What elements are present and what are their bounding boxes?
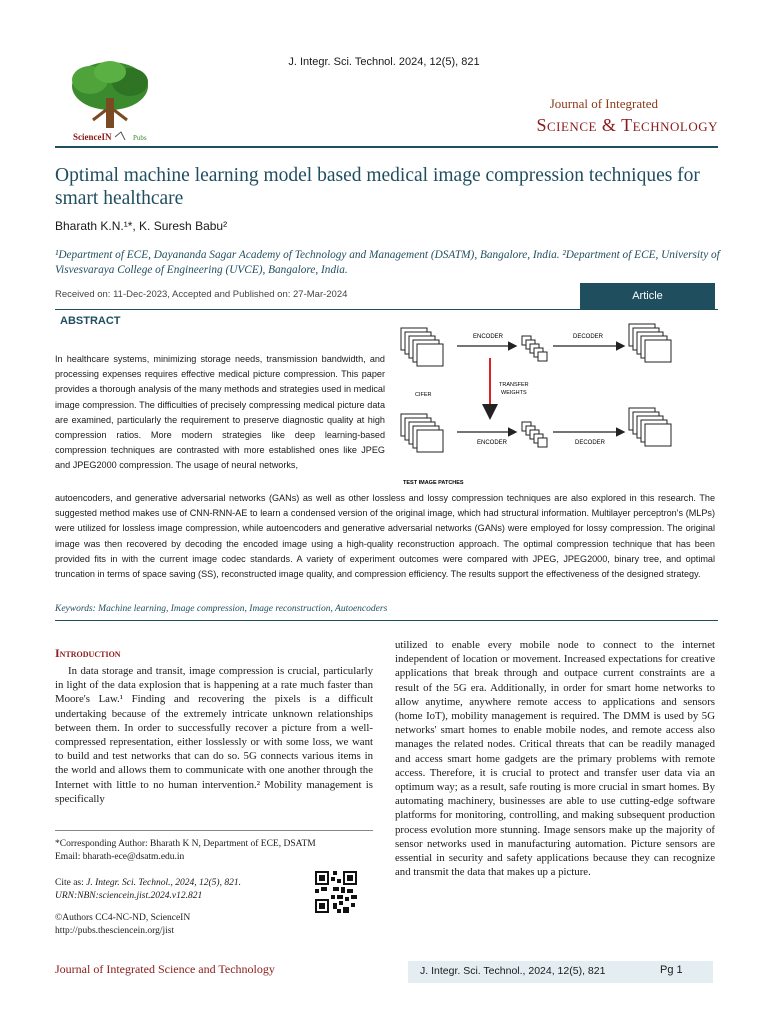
corresponding-author [55, 838, 316, 864]
top-code-stack [522, 336, 547, 361]
top-input-stack [401, 328, 443, 366]
footer-citation: J. Integr. Sci. Technol., 2024, 12(5), 821 [420, 965, 606, 977]
paper-authors: Bharath K.N.¹*, K. Suresh Babu² [55, 219, 228, 233]
svg-text:ScienceIN: ScienceIN [73, 132, 112, 142]
abstract-divider [55, 309, 718, 310]
svg-text:WEIGHTS: WEIGHTS [501, 390, 527, 396]
paper-title: Optimal machine learning model based medical image compression techniques for smart healthcare [55, 165, 700, 209]
urn: URN:NBN:sciencein.jist.2024.v12.821 [55, 891, 203, 901]
svg-text:ENCODER: ENCODER [477, 440, 508, 446]
running-header-citation: J. Integr. Sci. Technol. 2024, 12(5), 821 [288, 56, 480, 68]
author-email[interactable]: Email: bharath-ece@dsatm.edu.in [55, 852, 185, 862]
copyright-line: ©Authors CC4-NC-ND, ScienceIN [55, 913, 191, 923]
journal-name-line1: Journal of Integrated [549, 96, 658, 111]
corresponding-author-line: *Corresponding Author: Bharath K N, Department of ECE, DSATM [55, 839, 316, 849]
svg-text:ENCODER: ENCODER [473, 334, 504, 340]
received-dates: Received on: 11-Dec-2023, Accepted and Published on: 27-Mar-2024 [55, 289, 348, 300]
article-type-badge: Article [580, 283, 715, 309]
journal-url-link[interactable]: http://pubs.thesciencein.org/jist [55, 926, 175, 936]
sciencein-logo-icon [55, 58, 165, 150]
keywords: Keywords: Machine learning, Image compression, Image reconstruction, Autoencoders [55, 604, 388, 614]
svg-text:TEST IMAGE PATCHES: TEST IMAGE PATCHES [403, 480, 464, 486]
introduction-heading: Introduction [55, 646, 121, 660]
keywords-divider [55, 620, 718, 621]
top-output-stack [629, 324, 671, 362]
page-number: Pg 1 [660, 964, 683, 976]
abstract-heading: ABSTRACT [60, 315, 121, 327]
svg-text:DECODER: DECODER [573, 334, 604, 340]
abstract-text-part1: In healthcare systems, minimizing storage needs, transmission bandwidth, and processing expenses requires effective medical picture compression. This paper provides a thorough analysis of the many methods and strategies used in medical image compression. The difficulties of precisely compressing medical picture data are examined, particularly the requirement to preserve diagnostic quality at high compression ratios. More modern strategies like deep learning-based compression techniques are contrasted with more established ones like JPEG and JPEG2000 compression. The usage of neural networks, [55, 354, 385, 471]
cite-as-block [55, 877, 241, 903]
header-divider [55, 146, 718, 148]
paper-affiliation: ¹Department of ECE, Dayananda Sagar Academy of Technology and Management (DSATM), Bangalore, India. ²Department of ECE, University of Visvesvaraya College of Engineering (UVCE), Bangalore, India. [55, 249, 720, 276]
svg-text:TRANSFER: TRANSFER [499, 382, 529, 388]
graphical-abstract-figure [397, 318, 715, 486]
introduction-right-column: utilized to enable every mobile node to connect to the internet independent of location or movement. Increased expectations for creative applications that break through and outpace current constraints are a result of the 5G era. Additionally, in order for smart home networks to allow anytime, anywhere remote access to applications and sensors (home IoT), mobility management is required. The DMM is used by 5G networks' smart homes to enable mobile nodes, and remote access also manages the related nodes. Critical threats that can be readily managed and access smart home gadgets are the primary problems with remote access. Therefore, it is crucial to protect and transfer user data via an optimum way; as a result, safe routing is more crucial in smart homes. By automating machinery, businesses are able to use cutting-edge software platforms for monitoring, controlling, and making subsequent production process evolution more stunning. Image sensors make up the majority of sensor networks used in manufacturing automation. Picture sensors are essential in security and safety applications because they can recognize and transmit the data that makes up a picture. [395, 639, 715, 879]
introduction-left-column: In data storage and transit, image compression is crucial, particularly in light of the data explosion that is happening at a rate much faster than Moore's Law.¹ Finding and recovering the pixels is a difficult undertaking because of the extremely intricate unknown relationships between them. In order to successfully recover a picture from a well-compressed representation, either losslessly or with some loss, we want to build and test networks that can do so. 5G connects various items in the world and allows them to communicate with one another through the Internet with little to no human intervention.² Mobility management is specifically [55, 665, 373, 805]
qr-code-icon[interactable] [315, 871, 357, 913]
svg-text:CIFER: CIFER [415, 392, 432, 398]
svg-text:Pubs: Pubs [133, 134, 147, 142]
bottom-output-stack [629, 408, 671, 446]
bottom-input-stack [401, 414, 443, 452]
svg-text:DECODER: DECODER [575, 440, 606, 446]
cite-as-label: Cite as: [55, 878, 87, 888]
footer-journal-name: Journal of Integrated Science and Technology [55, 962, 275, 976]
cite-as-reference: J. Integr. Sci. Technol., 2024, 12(5), 821. [86, 878, 241, 888]
abstract-text-part2: autoencoders, and generative adversarial networks (GANs) as well as other lossless and lossy compression techniques are also explored in this research. The suggested method makes use of CNN-RNN-AE to learn a condensed version of the original image, which had structural information. Multilayer perceptron's (MLPs) were utilized for lossless image compression, while autoencoders and generative adversarial networks (GANs) were employed for lossy compression. The original image was then recovered by decoding the encoded image using a high-quality reconstruction approach. The optimal compression technique that has been provided fits in with the current image codec standards. A variety of experiment outcomes were compared with JPEG, JPEG2000, binary tree, and optimal truncation in terms of space saving (SS), reconstructed image quality, and compression efficiency. The results support the effectiveness of the designed strategy. [55, 493, 715, 580]
bottom-code-stack [522, 422, 547, 447]
footnote-divider [55, 830, 373, 831]
copyright-block [55, 912, 190, 938]
journal-name-line2: Science & Technology [536, 115, 718, 135]
